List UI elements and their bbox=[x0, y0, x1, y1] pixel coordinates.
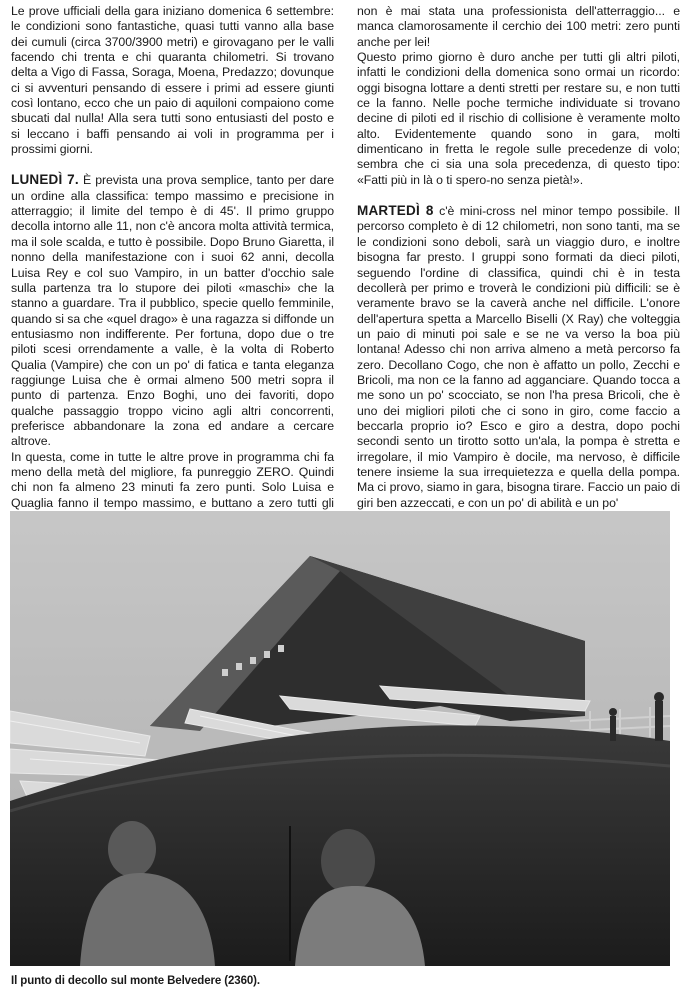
monday-paragraph-2: In questa, come in tutte le altre prove in programma chi fa meno della metà del migliore, fa punreggio ZERO. Quindi chi non fa almeno 23 minuti fa zero punti. Solo Luisa e Quaglia fanno il tempo massimo, e buttano a zero tutti gli bbox=[11, 449, 334, 510]
photo-illustration bbox=[10, 511, 670, 966]
right-column bbox=[357, 4, 680, 511]
monday-paragraph bbox=[11, 172, 334, 449]
monday-heading: LUNEDÌ 7. bbox=[11, 172, 79, 188]
tuesday-heading: MARTEDÌ 8 bbox=[357, 203, 434, 219]
left-column bbox=[11, 4, 334, 526]
intro-paragraph: Le prove ufficiali della gara iniziano domenica 6 settembre: le condizioni sono fantastiche, quasi tutti vanno alla base dei cumuli (circa 3700/3900 metri) e girovagano per le valli facendo chi trenta e chi quaranta chilometri. Si trovano delta a Vigo di Fassa, Soraga, Moena, Predazzo; dovunque ci si avventuri pensando di essere i primi ad essere giunti così lontano, ecco che un paio di aquiloni compaiono come sbucati dal nulla! Alla sera tutti sono entusiasti del posto e si leccano i baffi pensando ai voli in programma per i prossimi giorni. bbox=[11, 4, 334, 157]
continuation-paragraph: non è mai stata una professionista dell'atterraggio... e manca clamorosamente il cerchio dei 100 metri: zero punti anche per lei! bbox=[357, 4, 680, 49]
tuesday-paragraph bbox=[357, 203, 680, 511]
monday-text: È prevista una prova semplice, tanto per dare un ordine alla classifica: tempo massimo e precisione in atterraggio; il limite del tempo è di 45'. Il primo gruppo decolla intorno alle 11, non c'è ancora molta attività termica, ma il sole scalda, e tutto è possibile. Dopo Bruno Giaretta, il nonno della manifestazione con i suoi 62 anni, decolla Luisa Rey e col suo Vampiro, in un batter d'occhio sale sulla partenza tra lo stupore dei piloti «maschi» che la stanno a guardare. Tra il pubblico, specie quello femminile, quando si sa che «quel drago» è una ragazza si diffonde un entusiasmo non indifferente. Per fortuna, dopo due o tre piloti scesi orrendamente a valle, è la volta di Roberto Qualia (Vampire) che con un po' di fatica e tanta eleganza raggiunge Luisa che è ormai almeno 500 metri sopra il punto di partenza. Enzo Boghi, uno dei favoriti, dopo qualche passaggio troppo vicino agli altri concorrenti, preferisce abbandonare la zona ed andare a cercare altrove. bbox=[11, 173, 335, 449]
photo-caption: Il punto di decollo sul monte Belvedere (2360). bbox=[11, 975, 260, 987]
continuation-paragraph-2: Questo primo giorno è duro anche per tutti gli altri piloti, infatti le condizioni della domenica sono ormai un ricordo: oggi bisogna lottare a denti stretti per restare su, e non tutti ce la fanno. Nelle poche termiche individuate si trovano decine di piloti ed il rischio di collisione è veramente molto alto. Evidentemente quando sono in gara, molti dimenticano in fretta le regole sulle precedenze di volo; sembra che ci sia una sola precedenza, di questo tipo: «Fatti più in là o ti spero-no senza pietà!». bbox=[357, 50, 680, 187]
tuesday-text: c'è mini-cross nel minor tempo possibile. Il percorso completo è di 12 chilometri, non sono tanti, ma se le condizioni sono deboli, sarà un viaggio duro, e inoltre bisogna far presto. I gruppi sono formati da dieci piloti, seguendo l'ordine di classifica, quindi chi è in testa decollerà per primo e troverà le condizioni più difficili: se è veramente bravo se la caverà anche nel difficile. L'onore dell'apertura spetta a Marcello Biselli (X Ray) che volteggia un paio di minuti poi sale e se ne va verso la boa più lontana! Adesso chi non arriva almeno a metà percorso fa zero. Decollano Cogo, che non è affatto un pollo, Zecchi e Bricoli, ma non ce la fanno ad agganciare. Quando tocca a me sono un po' scocciato, se non l'ha presa Bricoli, che è uno dei migliori piloti che ci sono in giro, come faccio a beccarla proprio io? Esco e giro a destra, dopo pochi secondi sento un tirotto sotto un'ala, la pompa è stretta e irregolare, il mio Vampiro è docile, ma nervoso, è difficile tenere insieme la sua irrequietezza e quella della pompa. Ma ci provo, siamo in gara, bisogna tirare. Faccio un paio di giri ben azzeccati, e con un po' di abilità e un po' bbox=[357, 204, 680, 510]
launch-site-photo bbox=[10, 511, 670, 966]
